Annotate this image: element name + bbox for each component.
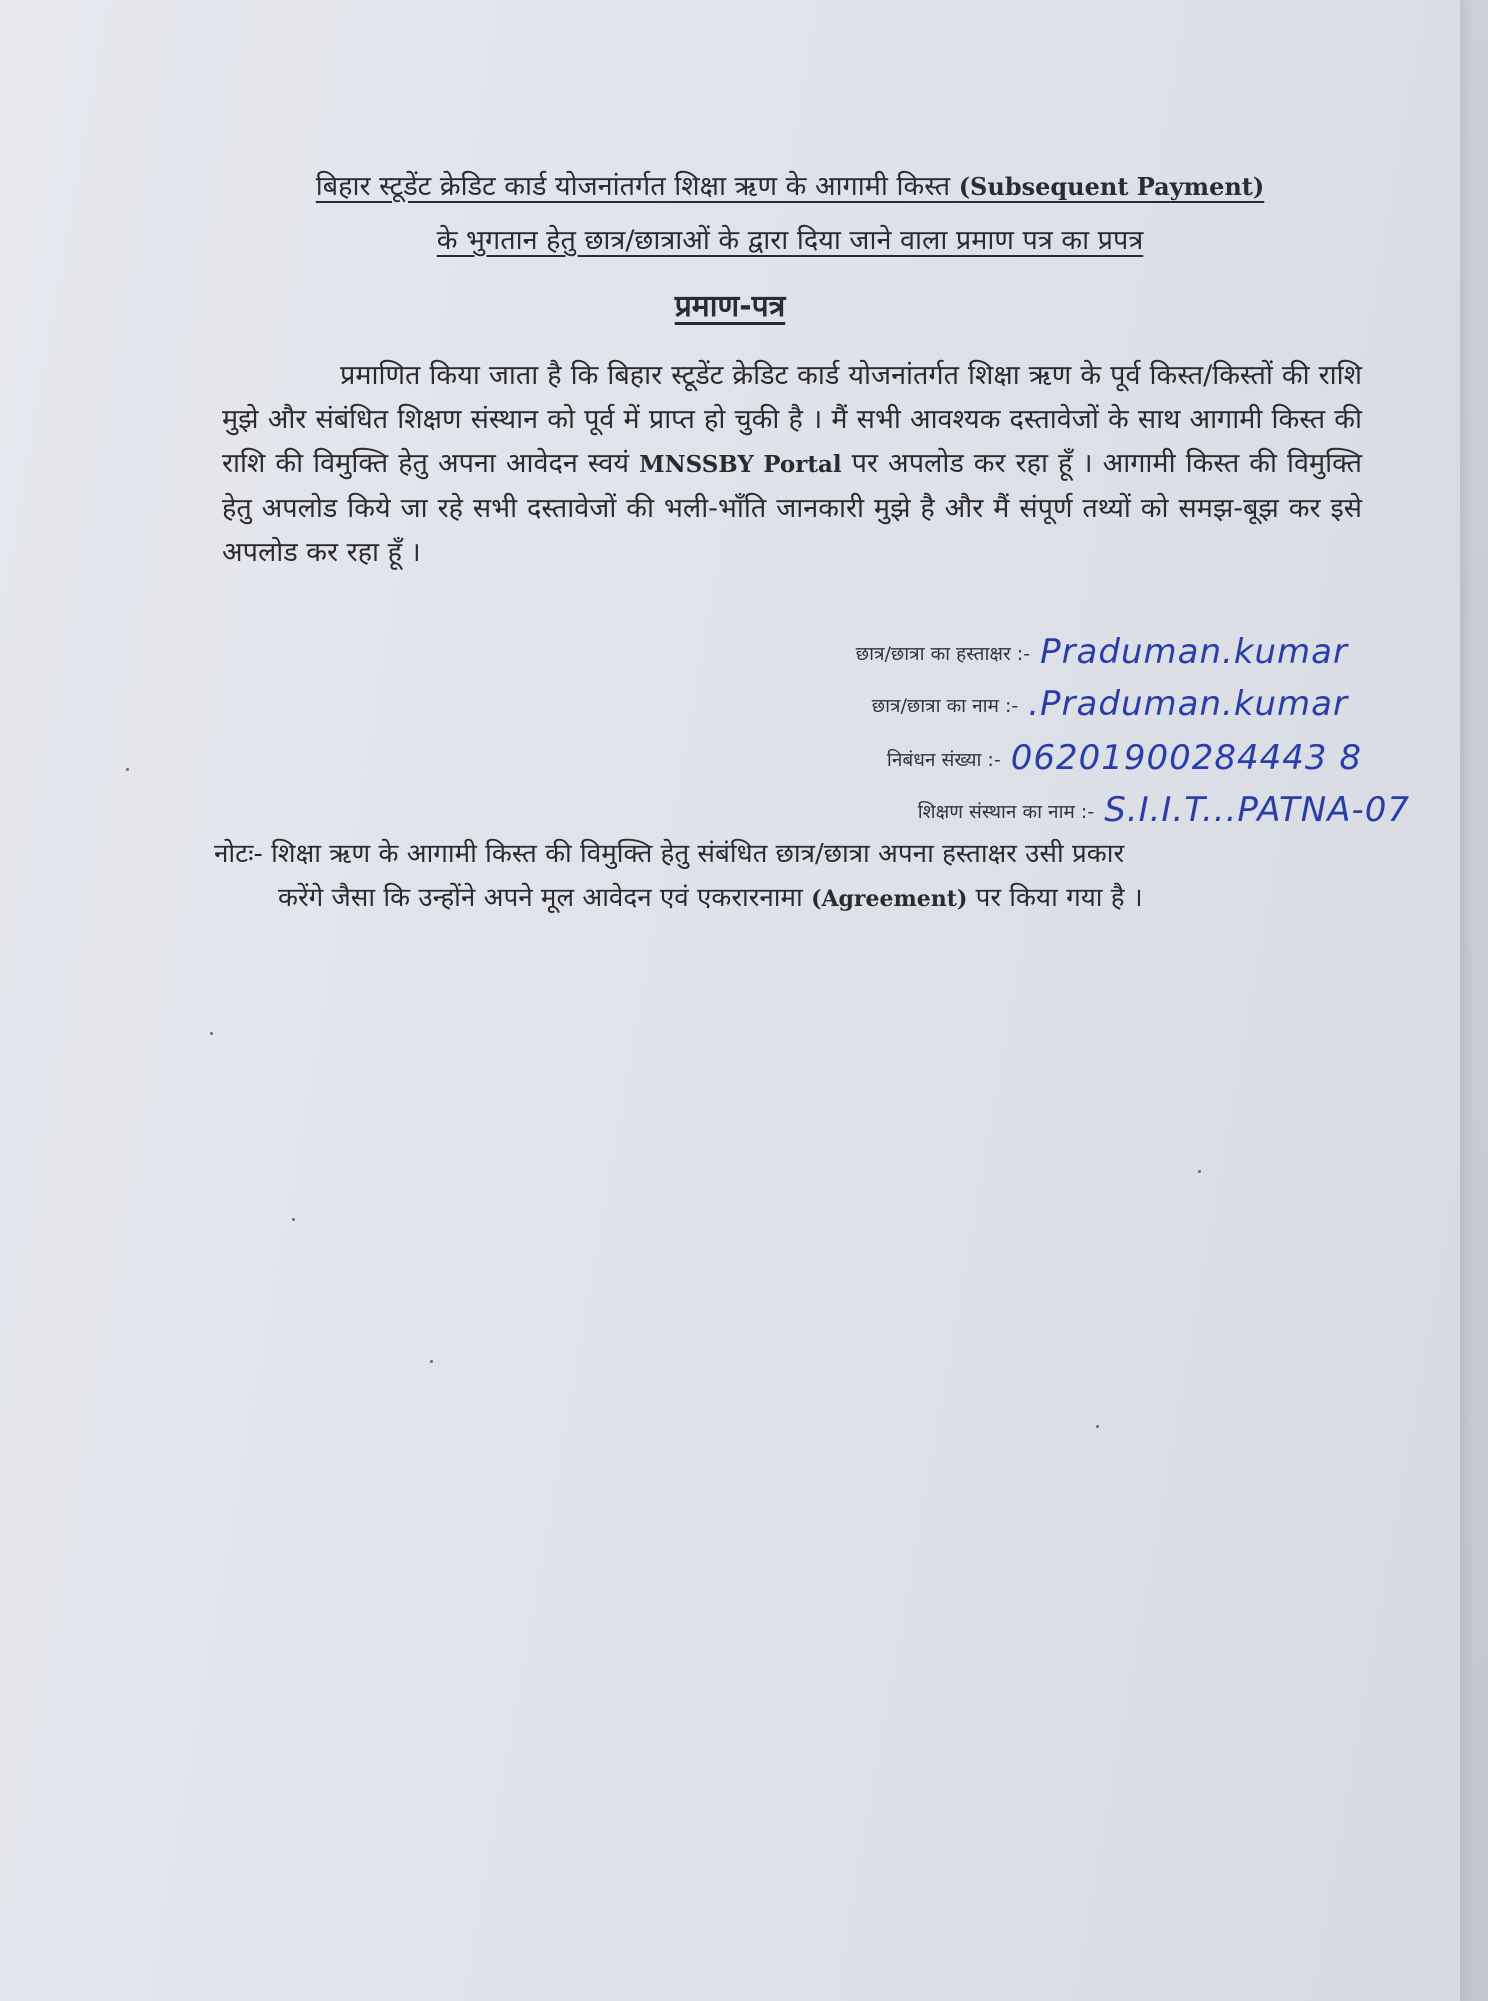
note-line2-text-b: पर किया गया है । [967, 883, 1143, 913]
portal-name: MNSSBY Portal [639, 451, 842, 478]
student-name-field [0, 676, 1460, 724]
institute-name-value: S.I.I.T...PATNA-07 [1104, 790, 1410, 830]
note-section [214, 832, 1354, 921]
heading-english-text: (Subsequent Payment) [958, 172, 1265, 201]
signature-label: छात्र/छात्रा का हस्ताक्षर :- [855, 643, 1031, 665]
student-name-label: छात्र/छात्रा का नाम :- [871, 695, 1019, 717]
paper-speck [1198, 1170, 1201, 1173]
note-line1: नोटः- शिक्षा ऋण के आगामी किस्त की विमुक्ति हेतु संबंधित छात्र/छात्रा अपना हस्ताक्षर उसी प्रकार [214, 839, 1125, 869]
heading-hindi-text: बिहार स्टूडेंट क्रेडिट कार्ड योजनांतर्गत शिक्षा ऋण के आगामी किस्त [315, 171, 959, 202]
agreement-term: (Agreement) [811, 886, 968, 912]
registration-number-field [0, 730, 1460, 778]
institute-name-field [0, 782, 1460, 830]
registration-number-value: 06201900284443 8 [1010, 738, 1362, 778]
note-line2-text-a: करेंगे जैसा कि उन्होंने अपने मूल आवेदन एवं एकरारनामा [278, 883, 812, 913]
student-name-value: .Praduman.kumar [1028, 684, 1348, 724]
signature-value: Praduman.kumar [1040, 632, 1348, 672]
certificate-body [222, 354, 1362, 575]
paper-speck [126, 768, 129, 771]
page-title: प्रमाण-पत्र [674, 289, 786, 324]
signature-field [0, 624, 1460, 672]
paper-speck [292, 1218, 295, 1221]
document-heading-line2: के भुगतान हेतु छात्र/छात्राओं के द्वारा दिया जाने वाला प्रमाण पत्र का प्रपत्र [436, 225, 1144, 256]
body-text-part2: पर अपलोड कर रहा हूँ । आगामी किस्त की विमुक्ति हेतु अपलोड किये जा रहे सभी दस्तावेजों की भली-भाँति जानकारी मुझे है और मैं संपूर्ण तथ्यों को समझ-बूझ कर इसे अपलोड कर रहा हूँ । [222, 448, 1363, 568]
registration-number-label: निबंधन संख्या :- [886, 749, 1001, 771]
paper-speck [210, 1032, 213, 1035]
document-heading-line1 [215, 166, 1365, 203]
paper-speck [1096, 1425, 1099, 1428]
note-line2 [214, 876, 1354, 921]
institute-name-label: शिक्षण संस्थान का नाम :- [917, 801, 1095, 823]
paper-speck [430, 1360, 433, 1363]
body-text-part1: प्रमाणित किया जाता है कि बिहार स्टूडेंट क्रेडिट कार्ड योजनांतर्गत शिक्षा ऋण के पूर्व किस्त/किस्तों की राशि मुझे और संबंधित शिक्षण संस्थान को पूर्व में प्राप्त हो चुकी है । मैं सभी आवश्यक दस्तावेजों के साथ आगामी किस्त की राशि की विमुक्ति हेतु अपना आवेदन स्वयं [222, 360, 1362, 479]
